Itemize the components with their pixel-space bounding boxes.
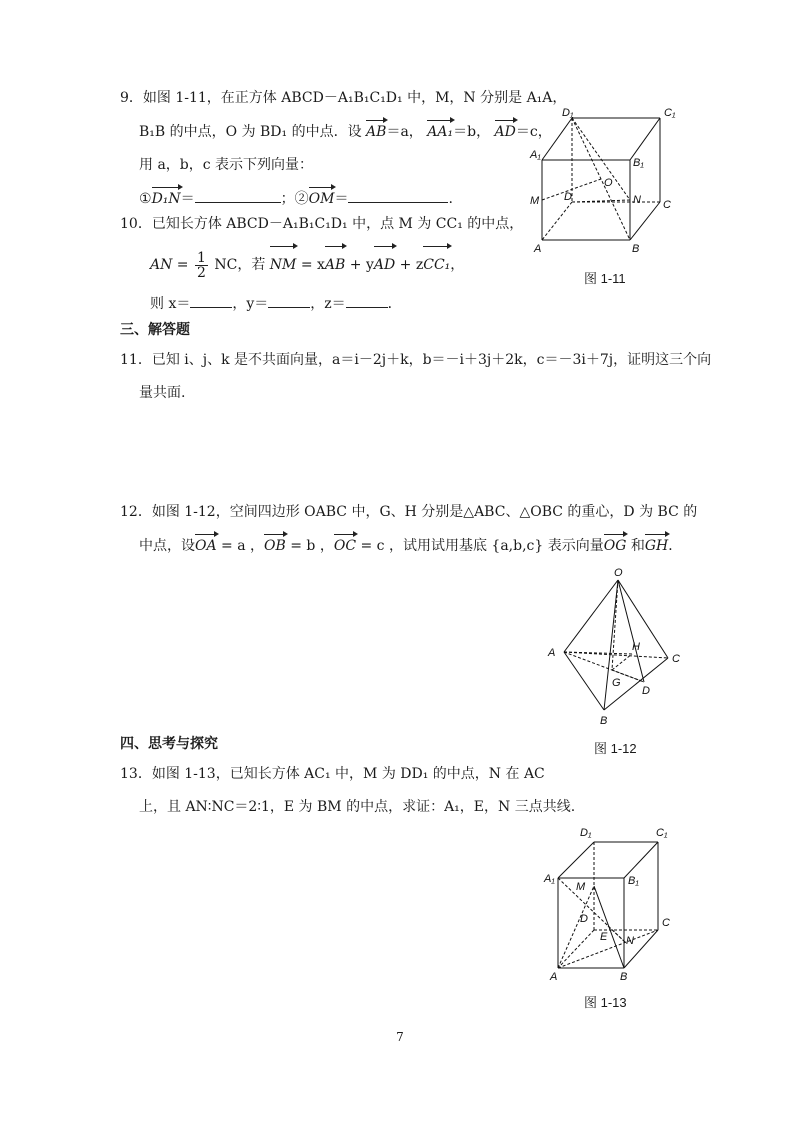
label-d: D bbox=[564, 191, 572, 203]
q9-item2-mark: ；② bbox=[280, 191, 309, 207]
label-d1: D₁ bbox=[562, 107, 574, 119]
label-a-13: A bbox=[550, 971, 558, 983]
figure-1-11 bbox=[528, 104, 688, 264]
answer-blank-y[interactable] bbox=[268, 293, 310, 308]
q9-line3: 用 a，b，c 表示下列向量： bbox=[139, 157, 314, 173]
label-c1: C₁ bbox=[664, 107, 676, 119]
q10-end: ． bbox=[387, 296, 402, 312]
label-b1-13: B₁ bbox=[628, 875, 639, 887]
q9-line2 bbox=[139, 122, 552, 142]
q9-item2-eq: ＝ bbox=[334, 191, 349, 207]
label-e: E bbox=[600, 931, 608, 943]
caption-1-12: 图 1-12 bbox=[594, 741, 637, 756]
figure-1-13 bbox=[528, 818, 688, 984]
answer-blank-z[interactable] bbox=[346, 293, 388, 308]
vector-ad: AD bbox=[494, 124, 516, 140]
label-a: A bbox=[534, 243, 542, 255]
label-g: G bbox=[612, 677, 621, 689]
vector-gh: GH bbox=[644, 538, 669, 554]
vector-aa1: AA₁ bbox=[427, 124, 454, 140]
q10-z-label: ，z＝ bbox=[310, 296, 346, 312]
section-heading-4: 四、思考与探究 bbox=[120, 736, 218, 752]
q12-end: ． bbox=[668, 538, 683, 554]
section-heading-3: 三、解答题 bbox=[120, 322, 190, 338]
q12-eq-c: = c ，试用试用基底 {a,b,c} 表示向量 bbox=[356, 538, 604, 554]
vector-om: OM bbox=[308, 191, 335, 207]
caption-1-11: 图 1-11 bbox=[584, 271, 626, 286]
q10-comma: ， bbox=[450, 257, 465, 273]
q12-eq-b: = b ， bbox=[285, 538, 334, 554]
q9-line2-text: B₁B 的中点，O 为 BD₁ 的中点．设 bbox=[139, 124, 362, 140]
answer-blank-om[interactable] bbox=[348, 188, 448, 203]
q9-line4 bbox=[139, 188, 453, 209]
label-c-13: C bbox=[662, 917, 670, 929]
vector-cc1: CC₁ bbox=[423, 248, 450, 282]
label-d1-13: D₁ bbox=[580, 827, 592, 839]
q9-eq-c: ＝c， bbox=[515, 124, 552, 140]
q11-line2: 量共面. bbox=[139, 385, 186, 401]
q9-line1: 9．如图 1-11，在正方体 ABCD－A₁B₁C₁D₁ 中，M，N 分别是 A₁A， bbox=[120, 90, 567, 106]
label-n-13: N bbox=[626, 935, 634, 947]
q12-line1: 12．如图 1-12，空间四边形 OABC 中，G、H 分别是△ABC、△OBC 的重心，D 为 BC 的 bbox=[120, 504, 698, 520]
label-a1: A₁ bbox=[530, 149, 541, 161]
vector-ab-10: AB bbox=[325, 248, 345, 282]
q9-end-period: . bbox=[448, 191, 453, 207]
q12-and: 和 bbox=[626, 538, 645, 554]
vector-ob: OB bbox=[264, 538, 286, 554]
q9-item1-mark: ① bbox=[139, 191, 152, 207]
label-b-13: B bbox=[620, 971, 628, 983]
q13-line1: 13．如图 1-13，已知长方体 AC₁ 中，M 为 DD₁ 的中点，N 在 AC bbox=[120, 766, 545, 782]
q10-y-label: ，y＝ bbox=[232, 296, 269, 312]
label-a1-13: A₁ bbox=[544, 873, 555, 885]
q10-line3 bbox=[150, 293, 402, 314]
q10-x: = x bbox=[296, 257, 325, 273]
label-n: N bbox=[633, 194, 641, 206]
vector-d1n: D₁N bbox=[151, 191, 181, 207]
label-c1-13: C₁ bbox=[656, 827, 668, 839]
fraction-numerator: 1 bbox=[197, 249, 206, 266]
answer-blank-d1n[interactable] bbox=[195, 188, 281, 203]
q12-eq-a: = a ， bbox=[216, 538, 265, 554]
label-d-12: D bbox=[642, 685, 650, 697]
q12-line2 bbox=[139, 536, 682, 556]
vector-oa: OA bbox=[195, 538, 217, 554]
q10-line1: 10．已知长方体 ABCD－A₁B₁C₁D₁ 中，点 M 为 CC₁ 的中点， bbox=[120, 216, 524, 232]
vector-ab: AB bbox=[366, 124, 387, 140]
label-m-13: M bbox=[576, 881, 586, 893]
figure-1-12 bbox=[540, 566, 690, 726]
q10-z: + z bbox=[395, 257, 424, 273]
page-number: 7 bbox=[396, 1030, 404, 1044]
vector-ad-10: AD bbox=[374, 248, 395, 282]
q11-line1: 11．已知 i、j、k 是不共面向量，a＝i－2j＋k，b＝－i＋3j＋2k，c＝－3i＋7j，证明这三个向 bbox=[120, 352, 712, 368]
label-a-12: A bbox=[548, 647, 556, 659]
q10-an: AN = bbox=[150, 257, 189, 273]
q12-intro: 中点，设 bbox=[139, 538, 195, 554]
label-m: M bbox=[530, 195, 540, 207]
q10-nc: NC，若 bbox=[214, 257, 266, 273]
q10-line2 bbox=[150, 248, 464, 282]
q9-item1-eq: ＝ bbox=[180, 191, 195, 207]
q10-x-label: 则 x＝ bbox=[150, 296, 191, 312]
vector-oc: OC bbox=[333, 538, 357, 554]
fraction-denominator: 2 bbox=[197, 264, 206, 281]
fraction-one-half bbox=[195, 251, 208, 280]
label-b-12: B bbox=[600, 715, 608, 726]
label-b: B bbox=[632, 243, 640, 255]
caption-1-13: 图 1-13 bbox=[584, 995, 627, 1010]
q13-line2: 上，且 AN∶NC＝2∶1，E 为 BM 的中点，求证：A₁，E，N 三点共线. bbox=[139, 799, 576, 815]
label-c: C bbox=[663, 199, 671, 211]
vector-nm: NM bbox=[270, 248, 297, 282]
label-d-13: D bbox=[580, 913, 588, 925]
label-c-12: C bbox=[672, 653, 680, 665]
q9-eq-a: ＝a， bbox=[386, 124, 423, 140]
label-h: H bbox=[632, 641, 640, 653]
answer-blank-x[interactable] bbox=[190, 293, 232, 308]
label-o: O bbox=[604, 177, 613, 189]
vector-og: OG bbox=[603, 538, 627, 554]
label-b1: B₁ bbox=[633, 157, 644, 169]
q10-y: + y bbox=[345, 257, 374, 273]
label-o-12: O bbox=[614, 567, 623, 579]
q9-eq-b: ＝b， bbox=[453, 124, 491, 140]
